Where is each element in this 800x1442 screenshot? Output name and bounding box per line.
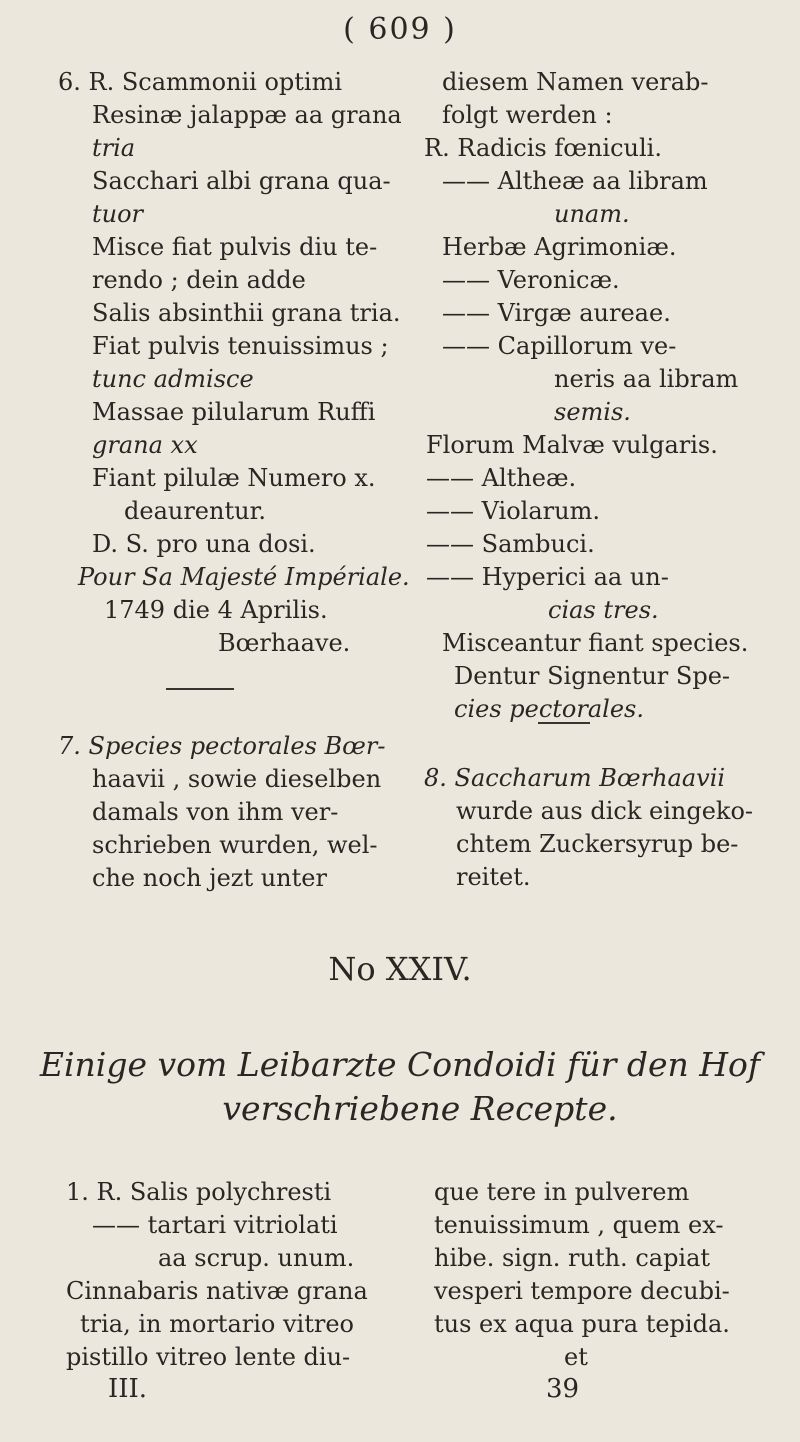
text-line: tenuissimum , quem ex- <box>434 1211 724 1239</box>
text-line: que tere in pulverem <box>434 1178 690 1206</box>
text-line: tus ex aqua pura tepida. <box>434 1310 730 1338</box>
text-line: chtem Zuckersyrup be- <box>456 830 739 858</box>
text-line: Misceantur fiant species. <box>442 629 749 657</box>
text-line: D. S. pro una dosi. <box>92 530 316 558</box>
text-line: 7. Species pectorales Bœr- <box>58 732 386 760</box>
recipe-6-column <box>58 66 410 660</box>
text-line: —— Altheæ. <box>426 464 577 492</box>
page-number: ( 609 ) <box>343 12 457 47</box>
text-line: —— Altheæ aa libram <box>442 167 708 195</box>
text-line: rendo ; dein adde <box>92 266 306 294</box>
text-line: che noch jezt unter <box>92 864 327 892</box>
text-line: vesperi tempore decubi- <box>434 1277 730 1305</box>
text-line: pistillo vitreo lente diu- <box>66 1343 351 1371</box>
text-line: 1. R. Salis polychresti <box>66 1178 332 1206</box>
text-line: et <box>564 1343 588 1371</box>
section-title: Einige vom Leibarzte Condoidi für den Hof <box>39 1045 761 1084</box>
text-line: folgt werden : <box>442 101 613 129</box>
text-line: tria, in mortario vitreo <box>80 1310 354 1338</box>
text-line: Fiat pulvis tenuissimus ; <box>92 332 389 360</box>
text-line: tuor <box>92 200 144 228</box>
text-line: 8. Saccharum Bœrhaavii <box>424 764 726 792</box>
divider-line <box>538 722 590 724</box>
text-line: tunc admisce <box>92 365 254 393</box>
text-line: R. Radicis fœniculi. <box>424 134 662 162</box>
text-line: 6. R. Scammonii optimi <box>58 68 343 96</box>
text-line: Florum Malvæ vulgaris. <box>426 431 718 459</box>
signature-name: Bœrhaave. <box>218 629 351 657</box>
text-line: Herbæ Agrimoniæ. <box>442 233 677 261</box>
text-line: cias tres. <box>548 596 659 624</box>
text-line: schrieben wurden, wel- <box>92 831 378 859</box>
text-line: tria <box>92 134 136 162</box>
text-line: —— Sambuci. <box>426 530 595 558</box>
text-line: —— tartari vitriolati <box>92 1211 338 1239</box>
text-line: Sacchari albi grana qua- <box>92 167 391 195</box>
text-line: —— Violarum. <box>426 497 600 525</box>
item-7-column <box>58 730 385 895</box>
text-line: cies pectorales. <box>454 695 644 723</box>
text-line: damals von ihm ver- <box>92 798 339 826</box>
text-line: 1749 die 4 Aprilis. <box>104 596 328 624</box>
text-line: —— Veronicæ. <box>442 266 620 294</box>
text-line: wurde aus dick eingeko- <box>456 797 754 825</box>
divider-line <box>166 688 234 690</box>
text-line: —— Capillorum ve- <box>442 332 677 360</box>
recipe-1-continuation-column <box>434 1176 730 1374</box>
text-line: —— Hyperici aa un- <box>426 563 669 591</box>
text-line: grana xx <box>92 431 198 459</box>
section-number: No XXIV. <box>328 950 472 988</box>
text-line: diesem Namen verab- <box>442 68 709 96</box>
text-line: neris aa libram <box>554 365 739 393</box>
text-line: haavii , sowie dieselben <box>92 765 382 793</box>
text-line: deaurentur. <box>124 497 267 525</box>
text-line: Fiant pilulæ Numero x. <box>92 464 376 492</box>
recipe-1-column <box>66 1176 368 1374</box>
text-line: Misce fiat pulvis diu te- <box>92 233 378 261</box>
text-line: hibe. sign. ruth. capiat <box>434 1244 711 1272</box>
text-line: Massae pilularum Ruffi <box>92 398 376 426</box>
text-line: Cinnabaris nativæ grana <box>66 1277 368 1305</box>
section-title-continued: verschriebene Recepte. <box>222 1089 618 1128</box>
text-line: Pour Sa Majesté Impériale. <box>78 563 410 591</box>
text-line: Salis absinthii grana tria. <box>92 299 401 327</box>
text-line: —— Virgæ aureae. <box>442 299 671 327</box>
signature-mark-left: III. <box>108 1374 148 1404</box>
signature-mark-right: 39 <box>546 1374 580 1404</box>
item-8-column <box>424 762 753 894</box>
recipe-continuation-column <box>424 66 748 726</box>
text-line: Resinæ jalappæ aa grana <box>92 101 402 129</box>
text-line: Dentur Signentur Spe- <box>454 662 731 690</box>
text-line: semis. <box>554 398 631 426</box>
text-line: aa scrup. unum. <box>158 1244 355 1272</box>
text-line: reitet. <box>456 863 531 891</box>
text-line: unam. <box>554 200 630 228</box>
